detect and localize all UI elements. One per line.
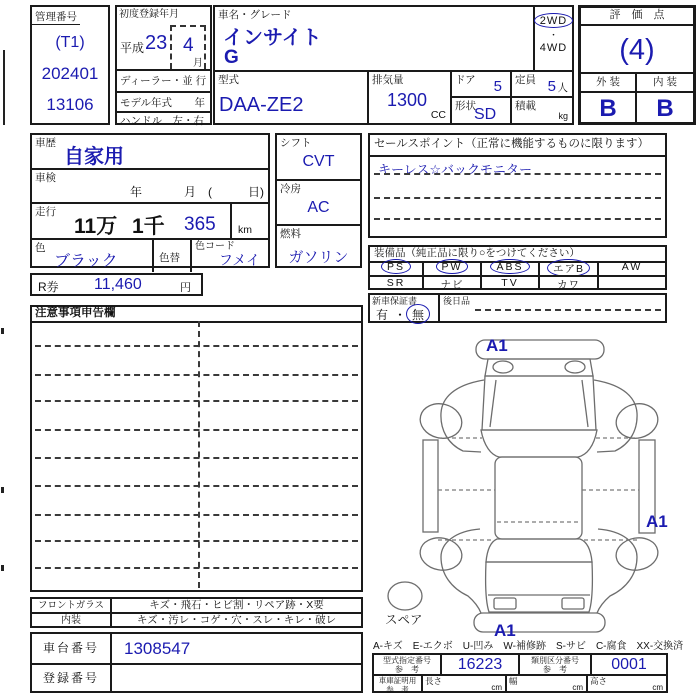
month-dashed-cell [170,25,206,69]
height-cell [588,676,666,693]
equipment-box [368,245,667,290]
color-code-label: 色コード [195,241,235,252]
later-items-label: 後日品 [443,296,471,306]
ac-cell [277,179,360,224]
capacity-label: 定員 [515,74,536,86]
sales-dashed-line [374,218,661,220]
color-row [32,238,268,270]
shape-label: 形状 [455,100,476,112]
inspection-month-unit: 月 ( [184,185,212,199]
management-number-line2: 202401 [41,64,99,84]
drive-2wd: 2WD [539,15,568,27]
garage-cert-ref: 参 考 [386,684,409,694]
doors-value: 5 [493,78,502,95]
rating-score: (4) [619,34,655,66]
garage-cert-label: 車庫証明用 [378,676,417,685]
shape-cell [450,96,510,123]
spare-tire-circle [388,582,422,610]
equipment-cell [370,261,424,275]
color-code-value: フメイ [218,252,260,268]
length-label: 長さ [425,676,443,686]
equipment-cell [424,277,482,290]
equipment-cell [482,261,540,275]
load-label: 積載 [515,100,536,112]
era-label: 平成 [120,41,145,55]
registration-year: 23 [145,32,168,54]
notes-line [35,457,358,459]
color-code-cell [190,240,268,272]
mileage-man: 11万 [74,215,118,238]
doors-cell [450,70,510,96]
notes-header: 注意事項申告欄 [32,307,361,323]
hood [482,376,596,430]
first-registration-label: 初度登録年月 [119,9,179,20]
car-top-view-diagram [365,325,700,637]
shift-value: CVT [302,153,335,170]
load-unit: kg [558,110,568,121]
width-unit: cm [572,682,583,692]
shift-label: シフト [280,137,312,149]
class-number-ref: 参 考 [543,665,567,675]
sales-dashed-line [374,173,661,175]
color-label: 色 [35,242,46,254]
car-name: インサイト [223,27,322,49]
shift-cell [277,135,360,179]
left-side-sill [423,440,438,532]
class-number-value: 0001 [611,656,647,673]
fuel-label: 燃料 [280,228,301,240]
equipment-abs: ABS [496,261,524,273]
left-taillight [494,598,516,609]
inspection-year-unit: 年 [130,185,143,199]
equipment-cell [540,261,599,275]
reference-table [372,653,668,693]
capacity-unit: 人 [557,81,568,94]
warranty-cell [370,295,440,321]
mileage-label: 走行 [35,206,56,218]
inspection-day-unit: 日) [248,185,264,199]
capacity-value: 5 [547,78,556,95]
garage-label-cell [374,676,423,693]
equipment-tv: TV [501,277,519,289]
vehicle-main-box [213,5,574,125]
chassis-number-value: 1308547 [124,639,191,658]
displacement-value: 1300 [387,90,428,110]
color-value: ブラック [54,253,118,270]
drive-type-cell [533,7,572,70]
notes-line [35,400,358,402]
scan-artifact [3,50,5,125]
car-name-cell [215,7,533,70]
ac-label: 冷房 [280,183,301,195]
model-code-label: 型式 [218,74,239,86]
equipment-cell [599,277,665,290]
color-change-label: 色替 [159,252,180,264]
equipment-leather: カワ [557,279,580,291]
registration-number-value [112,663,361,693]
length-cell [423,676,507,693]
front-glass-label: フロントガラス [38,600,104,611]
model-year-unit: 年 [194,97,205,109]
width-cell [507,676,588,693]
interior-cond-value: キズ・汚レ・コゲ・穴・スレ・キレ・破レ [112,612,361,628]
history-row [32,135,268,168]
damage-mark-a1-rear: A1 [494,621,516,637]
shape-value: SD [474,106,497,123]
rear-window [486,539,592,562]
history-box [30,133,270,268]
left-headlight [493,361,513,373]
rating-box [578,5,696,125]
hood-crease [490,380,496,427]
fuel-cell [277,224,360,266]
later-items-dashed-line [475,309,661,311]
rticket-unit: 円 [180,282,191,294]
id-numbers-box [30,632,363,693]
model-year-row [117,91,210,111]
hood-crease [582,380,588,427]
drive-dot: ・ [548,30,558,40]
history-value: 自家用 [64,146,124,168]
spare-tire-label: スペア [385,613,423,627]
type-number-value: 16223 [442,655,520,674]
damage-legend: A-キズ E-エクボ U-凹み W-補修跡 S-サビ C-腐食 XX-交換済 [373,641,684,652]
rticket-label: R券 [38,280,59,294]
displacement-unit: CC [430,108,446,121]
mileage-unit-cell [230,204,268,240]
powertrain-box [275,133,362,268]
equipment-cell [482,277,540,290]
equipment-cell [370,277,424,290]
exterior-grade: B [599,95,617,122]
notes-line [35,540,358,542]
exterior-label: 外 装 [581,74,635,93]
management-number-line1: (T1) [55,34,85,52]
equipment-pw: PW [441,261,463,273]
rear-left-fender [441,529,481,613]
type-number-label: 型式指定番号 [383,656,431,665]
inspection-row [32,168,268,202]
height-unit: cm [652,682,663,692]
mileage-num: 365 [184,214,216,235]
capacity-cell [510,70,572,96]
length-unit: cm [491,682,502,692]
damage-mark-a1-right: A1 [646,512,668,531]
interior-grade: B [656,95,674,122]
car-grade: G [224,47,239,68]
later-items-cell [440,295,665,321]
sales-points-value: キーレス☆バックモニター [378,162,533,177]
notes-box [30,305,363,592]
class-number-label-cell [520,655,592,674]
warranty-no: 無 [412,308,425,322]
first-registration-box [115,5,212,125]
fuel-value: ガソリン [288,249,349,266]
equipment-sr: SR [386,277,406,289]
doors-label: ドア [455,74,476,86]
interior-label: 内 装 [637,74,693,93]
sales-points-box [368,133,667,238]
scan-artifact [1,487,4,493]
notes-line [35,567,358,569]
mileage-row [32,202,268,238]
equipment-airbag: エアB [552,263,584,275]
history-label: 車歴 [35,137,56,149]
equipment-navi: ナビ [440,279,464,291]
front-left-fender [441,380,484,452]
warranty-label: 新車保証書 [372,296,418,306]
rticket-value: 11,460 [94,276,142,293]
management-number-line3: 13106 [46,95,94,115]
height-label: 高さ [590,676,608,686]
color-change-cell [152,240,190,272]
chassis-number-label: 車台番号 [42,641,99,655]
model-code-cell [215,70,367,123]
mileage-unit: km [238,223,252,236]
right-taillight [562,598,584,609]
rating-header: 評 価 点 [581,8,693,26]
warranty-dot: ・ [394,308,407,322]
warranty-yes: 有 [376,308,389,322]
glass-interior-box [30,597,363,628]
notes-line [35,374,358,376]
type-number-ref: 参 考 [395,665,419,675]
scan-artifact [1,565,4,571]
tailgate [486,562,593,612]
width-label: 幅 [509,676,518,686]
equipment-aw: AW [621,261,643,273]
equipment-cell [599,261,665,275]
front-right-fender [594,380,637,452]
notes-vertical-divider [198,321,200,588]
equipment-header: 装備品（純正品に限り○をつけてください） [370,247,665,263]
right-headlight [565,361,585,373]
management-number-label: 管理番号 [32,9,80,25]
model-code: DAA-ZE2 [219,94,304,116]
sales-dashed-line [374,197,661,199]
windshield [481,430,597,457]
registration-number-label: 登録番号 [32,663,110,693]
scan-artifact [1,328,4,334]
dealer-parallel-row: ディーラー・並 行 [117,69,210,91]
load-cell [510,96,572,123]
displacement-cell [367,70,450,123]
month-unit: 月 [193,58,203,69]
model-year-label: モデル年式 [120,97,172,109]
class-number-label: 類別区分番号 [531,656,579,665]
notes-line [35,485,358,487]
management-number-box [30,5,110,125]
equipment-ps: PS [386,261,405,273]
recycle-ticket-box [30,273,203,296]
roof [495,457,582,539]
first-registration-cell [117,7,210,69]
notes-line [35,345,358,347]
rating-sub [581,72,693,122]
inspection-label: 車検 [35,172,56,184]
handle-row: ハンドル 左・右 [117,111,210,127]
type-number-label-cell [374,655,442,674]
car-name-label: 車名・グレード [218,9,292,21]
mileage-sen: 1千 [132,215,165,238]
front-glass-value: キズ・飛石・ヒビ割・リペア跡・X要 [149,599,324,611]
sales-points-header: セールスポイント（正常に機能するものに限ります） [370,135,665,157]
ac-value: AC [307,199,330,216]
warranty-box [368,293,667,323]
rear-right-fender [597,529,637,613]
damage-mark-a1-front: A1 [486,336,508,355]
displacement-label: 排気量 [372,74,404,86]
notes-line [35,514,358,516]
equipment-cell [540,277,599,290]
drive-4wd: 4WD [539,42,568,54]
equipment-cell [424,261,482,275]
interior-cond-label: 内装 [32,612,110,628]
registration-month: 4 [183,35,194,56]
notes-line [35,429,358,431]
